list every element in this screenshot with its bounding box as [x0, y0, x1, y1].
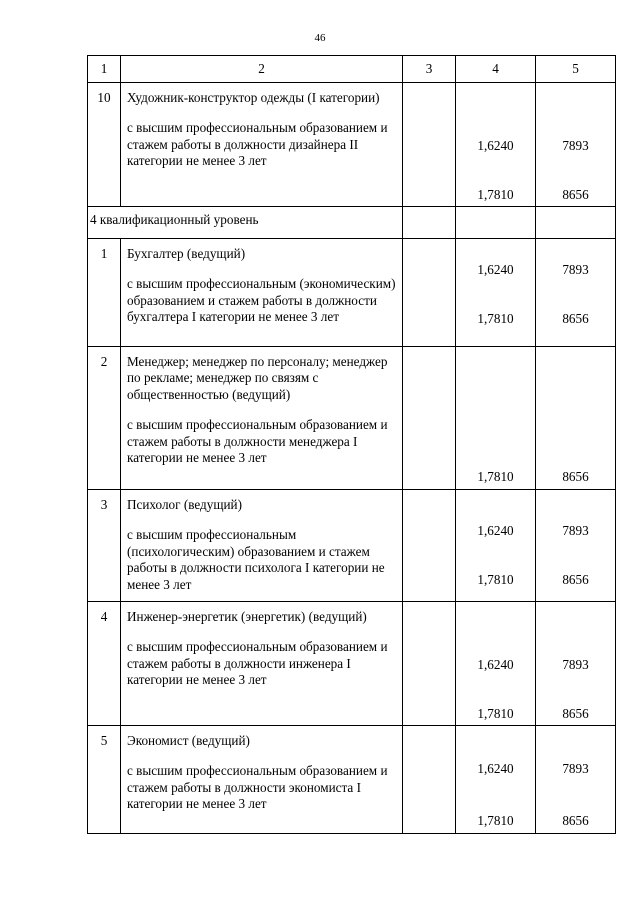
- header-cell-3: 3: [403, 56, 456, 83]
- coefficient-cell: [456, 602, 536, 726]
- position-cell: [121, 83, 403, 207]
- coefficient-max: 1,7810: [477, 813, 514, 829]
- table-row: [88, 602, 616, 726]
- salary-min: 7893: [562, 523, 589, 538]
- salary-cell: [536, 602, 616, 726]
- coefficient-max: 1,7810: [477, 706, 514, 722]
- table-row: [88, 347, 616, 490]
- salary-cell: [536, 83, 616, 207]
- position-requirements: с высшим профессиональным образованием и стажем работы в должности менеджера I категории не менее 3 лет: [127, 417, 388, 466]
- empty-cell: [536, 207, 616, 239]
- coefficient-max: 1,7810: [477, 187, 514, 202]
- salary-min: 7893: [562, 761, 589, 777]
- header-cell-5: 5: [536, 56, 616, 83]
- table-row: [88, 726, 616, 834]
- header-cell-4: 4: [456, 56, 536, 83]
- empty-cell: [403, 239, 456, 347]
- qualification-level-row: [88, 207, 616, 239]
- coefficient-cell: [456, 83, 536, 207]
- position-cell: [121, 726, 403, 834]
- empty-cell: [403, 207, 456, 239]
- position-title: Менеджер; менеджер по персоналу; менеджер по рекламе; менеджер по связям с общественностью (ведущий): [127, 354, 388, 402]
- row-number: 1: [88, 239, 121, 347]
- salary-cell: [536, 239, 616, 347]
- header-cell-2: 2: [121, 56, 403, 83]
- position-requirements: с высшим профессиональным (психологическим) образованием и стажем работы в должности психолога I категории не менее 3 лет: [127, 527, 385, 592]
- coefficient-max: 1,7810: [477, 572, 514, 587]
- salary-max: 8656: [562, 187, 589, 202]
- row-number: 5: [88, 726, 121, 834]
- empty-cell: [403, 490, 456, 602]
- coefficient-cell: [456, 490, 536, 602]
- empty-cell: [456, 207, 536, 239]
- salary-max: 8656: [562, 706, 589, 722]
- salary-cell: [536, 347, 616, 490]
- coefficient-max: 1,7810: [477, 469, 514, 484]
- empty-cell: [403, 602, 456, 726]
- coefficient-cell: [456, 726, 536, 834]
- coefficient-min: 1,6240: [477, 138, 514, 153]
- table-header-row: [88, 56, 616, 83]
- coefficient-min: 1,6240: [477, 523, 514, 538]
- coefficient-cell: [456, 347, 536, 490]
- table-row: [88, 83, 616, 207]
- empty-cell: [403, 347, 456, 490]
- row-number: 3: [88, 490, 121, 602]
- salary-max: 8656: [562, 469, 589, 484]
- position-title: Художник-конструктор одежды (I категории): [127, 90, 380, 105]
- empty-cell: [403, 726, 456, 834]
- table-row: [88, 239, 616, 347]
- salary-min: 7893: [562, 138, 589, 153]
- header-cell-1: 1: [88, 56, 121, 83]
- position-title: Экономист (ведущий): [127, 733, 250, 749]
- coefficient-cell: [456, 239, 536, 347]
- salary-cell: [536, 726, 616, 834]
- empty-cell: [403, 83, 456, 207]
- salary-min: 7893: [562, 262, 589, 277]
- salary-max: 8656: [562, 311, 589, 326]
- qualification-level-label: 4 квалификационный уровень: [88, 207, 403, 239]
- coefficient-min: 1,6240: [477, 657, 514, 673]
- position-requirements: с высшим профессиональным образованием и стажем работы в должности инженера I категории не менее 3 лет: [127, 639, 388, 688]
- position-cell: [121, 239, 403, 347]
- coefficient-min: 1,6240: [477, 262, 514, 277]
- salary-max: 8656: [562, 572, 589, 587]
- position-cell: [121, 347, 403, 490]
- position-title: Бухгалтер (ведущий): [127, 246, 246, 261]
- position-requirements: с высшим профессиональным (экономическим) образованием и стажем работы в должности бухгалтера I категории не менее 3 лет: [127, 276, 396, 325]
- position-cell: [121, 602, 403, 726]
- coefficient-min: 1,6240: [477, 761, 514, 777]
- salary-cell: [536, 490, 616, 602]
- salary-min: 7893: [562, 657, 589, 673]
- row-number: 10: [88, 83, 121, 207]
- salary-table: [87, 55, 616, 834]
- position-title: Психолог (ведущий): [127, 497, 243, 512]
- salary-max: 8656: [562, 813, 589, 829]
- coefficient-max: 1,7810: [477, 311, 514, 326]
- position-title: Инженер-энергетик (энергетик) (ведущий): [127, 609, 367, 625]
- position-requirements: с высшим профессиональным образованием и стажем работы в должности экономиста I категории не менее 3 лет: [127, 763, 388, 812]
- row-number: 4: [88, 602, 121, 726]
- position-requirements: с высшим профессиональным образованием и стажем работы в должности дизайнера II категории не менее 3 лет: [127, 120, 388, 169]
- row-number: 2: [88, 347, 121, 490]
- page-number: 46: [314, 32, 326, 44]
- position-cell: [121, 490, 403, 602]
- table-row: [88, 490, 616, 602]
